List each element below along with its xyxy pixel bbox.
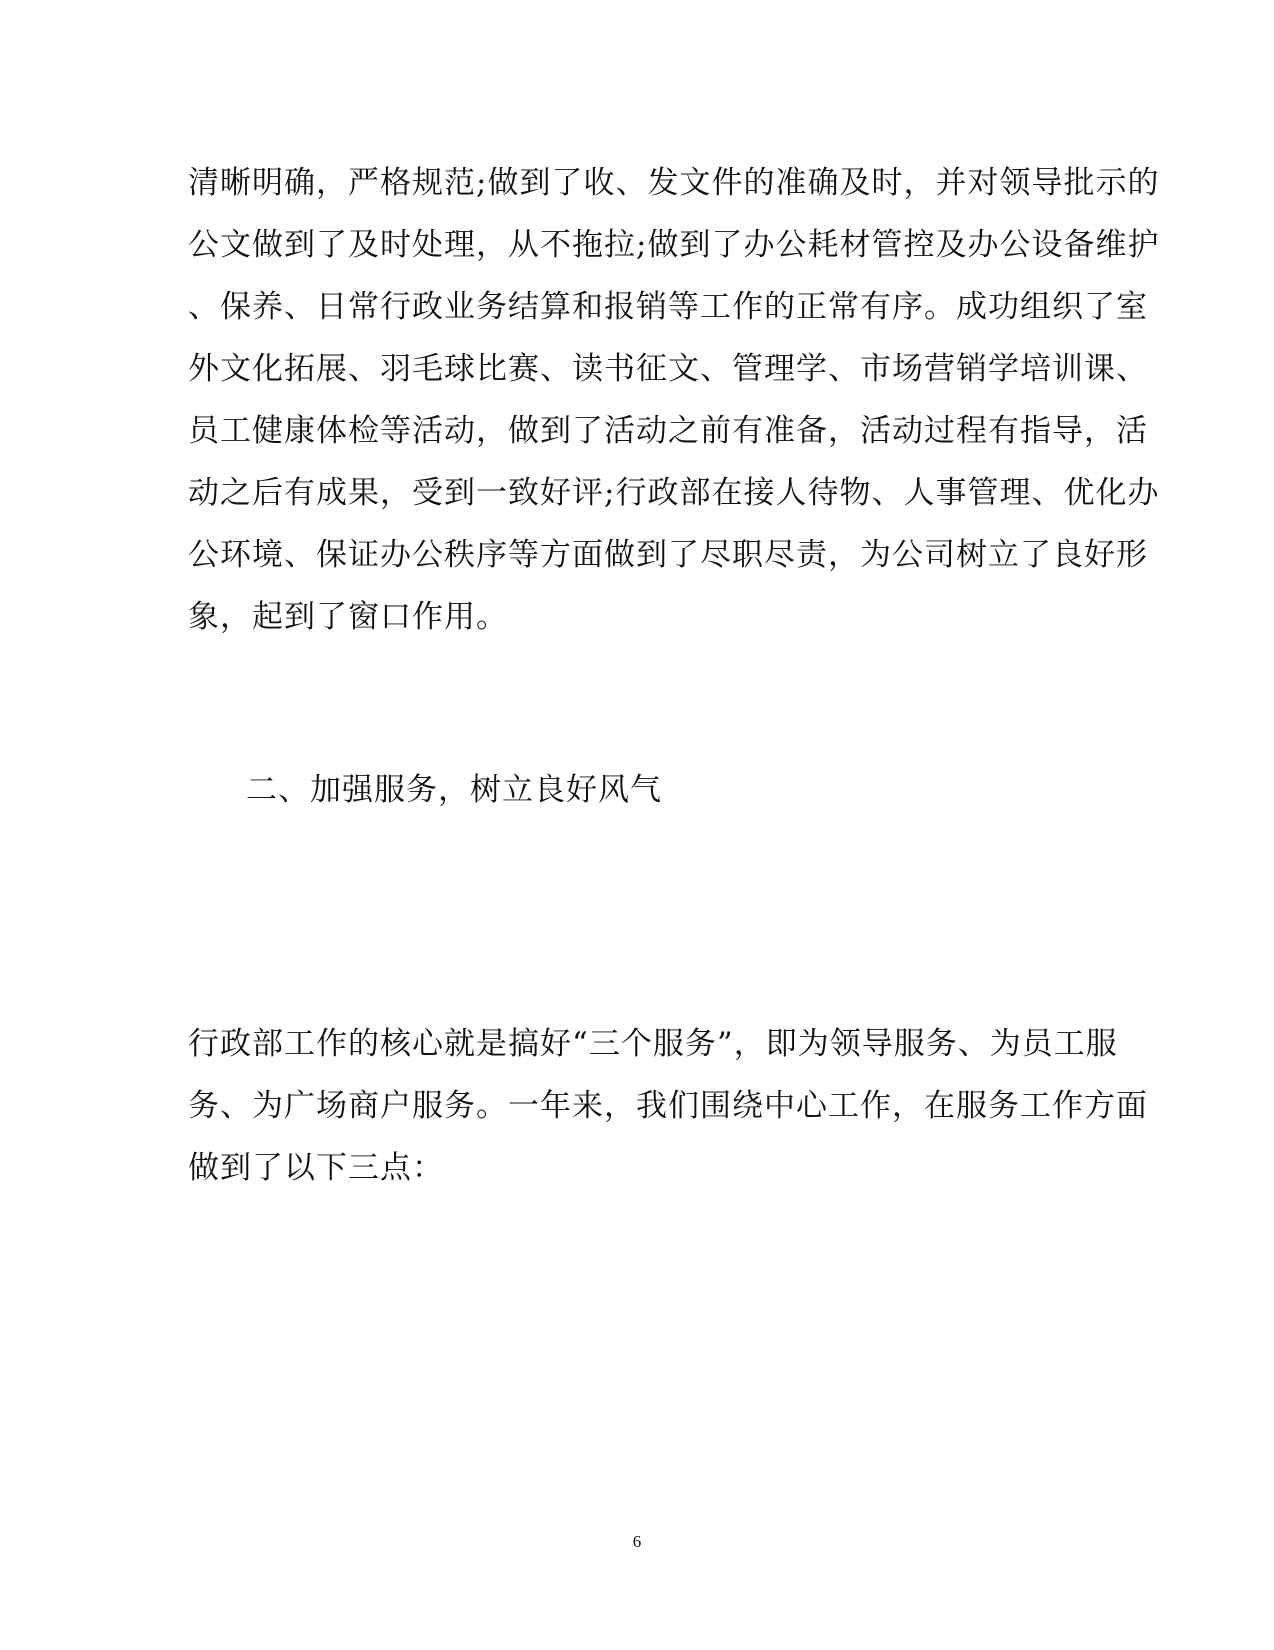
paragraph-line: 动之后有成果，受到一致好评;行政部在接人待物、人事管理、优化办 (188, 475, 1160, 511)
paragraph-line: 象，起到了窗口作用。 (188, 599, 508, 635)
paragraph-line: 做到了以下三点： (188, 1150, 444, 1186)
paragraph-line: 公文做到了及时处理，从不拖拉;做到了办公耗材管控及办公设备维护 (188, 227, 1160, 263)
paragraph-line: 清晰明确，严格规范;做到了收、发文件的准确及时，并对领导批示的 (188, 165, 1160, 201)
paragraph-line: 公环境、保证办公秩序等方面做到了尽职尽责，为公司树立了良好形 (188, 537, 1148, 573)
paragraph-line: 行政部工作的核心就是搞好“三个服务”，即为领导服务、为员工服 (188, 1026, 1118, 1062)
paragraph-line: 、保养、日常行政业务结算和报销等工作的正常有序。成功组织了室 (188, 289, 1148, 325)
section-heading: 二、加强服务，树立良好风气 (246, 772, 662, 808)
paragraph-line: 务、为广场商户服务。一年来，我们围绕中心工作，在服务工作方面 (188, 1088, 1148, 1124)
page-number: 6 (632, 1532, 642, 1551)
paragraph-line: 外文化拓展、羽毛球比赛、读书征文、管理学、市场营销学培训课、 (188, 351, 1148, 387)
paragraph-line: 员工健康体检等活动，做到了活动之前有准备，活动过程有指导，活 (188, 413, 1148, 449)
